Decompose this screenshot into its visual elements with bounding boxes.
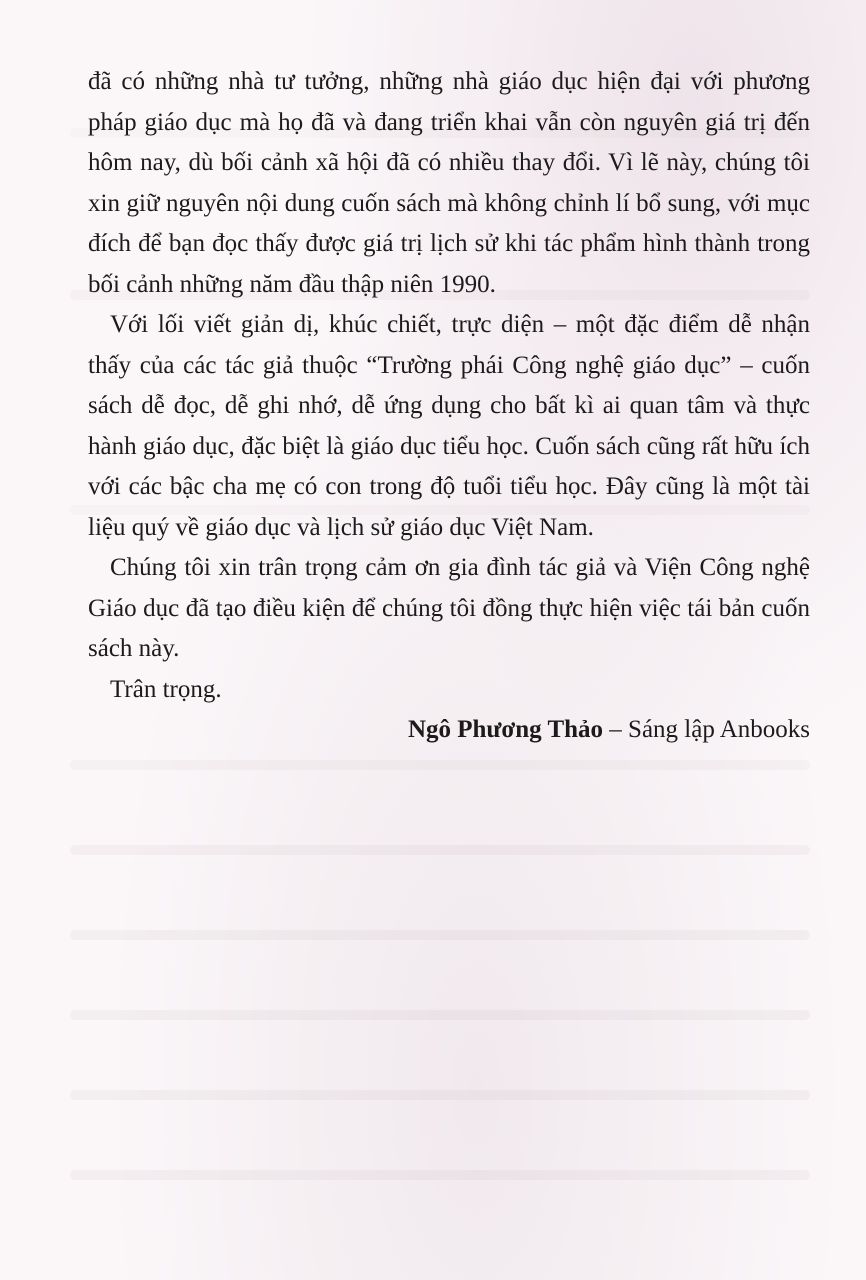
bleed-through-line bbox=[70, 760, 810, 770]
paragraph-continuation: đã có những nhà tư tưởng, những nhà giáo dục hiện đại với phương pháp giáo dục mà họ đã và đang triển khai vẫn còn nguyên giá trị đến hôm nay, dù bối cảnh xã hội đã có nhiều thay đổi. Vì lẽ này, chúng tôi xin giữ nguyên nội dung cuốn sách mà không chỉnh lí bổ sung, với mục đích để bạn đọc thấy được giá trị lịch sử khi tác phẩm hình thành trong bối cảnh những năm đầu thập niên 1990. bbox=[88, 68, 810, 298]
paragraph-acknowledgement: Chúng tôi xin trân trọng cảm ơn gia đình tác giả và Viện Công nghệ Giáo dục đã tạo điều kiện để chúng tôi đồng thực hiện việc tái bản cuốn sách này. bbox=[88, 554, 810, 662]
closing-line: Trân trọng. bbox=[110, 675, 222, 703]
bleed-through-line bbox=[70, 1170, 810, 1180]
bleed-through-line bbox=[70, 930, 810, 940]
signature-name: Ngô Phương Thảo bbox=[407, 716, 604, 743]
body-text bbox=[88, 62, 810, 751]
bleed-through-line bbox=[70, 1010, 810, 1020]
signature-title: Sáng lập Anbooks bbox=[628, 716, 810, 743]
bleed-through-line bbox=[70, 1090, 810, 1100]
bleed-through-line bbox=[70, 845, 810, 855]
signature-separator: – bbox=[603, 716, 629, 743]
paragraph-writing-style: Với lối viết giản dị, khúc chiết, trực diện – một đặc điểm dễ nhận thấy của các tác giả thuộc “Trường phái Công nghệ giáo dục” – cuốn sách dễ đọc, dễ ghi nhớ, dễ ứng dụng cho bất kì ai quan tâm và thực hành giáo dục, đặc biệt là giáo dục tiểu học. Cuốn sách cũng rất hữu ích với các bậc cha mẹ có con trong độ tuổi tiểu học. Đây cũng là một tài liệu quý về giáo dục và lịch sử giáo dục Việt Nam. bbox=[88, 311, 810, 541]
signature bbox=[88, 710, 810, 751]
